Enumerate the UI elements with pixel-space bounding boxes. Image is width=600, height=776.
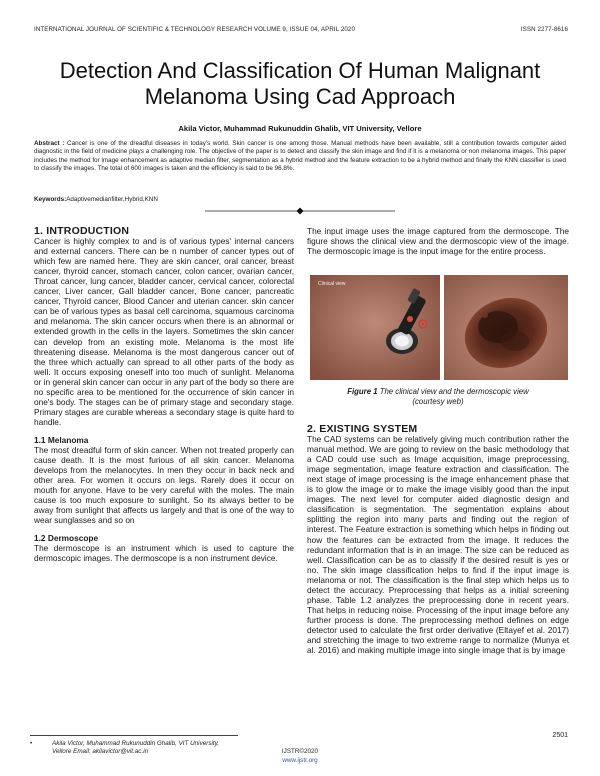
title-line-1: Detection And Classification Of Human Malignant (59, 58, 541, 83)
figure-1-image (310, 275, 568, 380)
existing-system-section (307, 424, 569, 655)
footnote-rule (30, 735, 238, 736)
diamond-icon (297, 208, 304, 215)
abstract-text: Cancer is one of the dreadful diseases in today's world. Skin cancer is one among those. Manual methods have been available, still a contribution towards computer aided diagnostic in the field of medicine plays a challenging role. The objective of the paper is to detect and classify the skin image and find if it is a melanoma or non melanoma images. This paper includes the method for image enhancement as adaptive median filter, segmentation as a hybrid method and the feature extraction to be a hybrid method and finally the KNN classifier is used to classify the images. The total of 600 images is taken and the efficiency is said to be 96.8%. (34, 140, 566, 172)
intro-heading: 1. INTRODUCTION (34, 225, 130, 237)
abstract (34, 140, 566, 173)
paper-title (30, 58, 570, 110)
figure-inset-label: Clinical view (318, 281, 346, 287)
existing-text: The CAD systems can be relatively giving much contribution rather the manual method. We are going to review on the basic methodology that a CAD could use such as Image acquisition, image preprocessing, image segmentation, image feature extraction and classification. The next stage of image processing is the image enhancement phase that is to glow the image or to make the image visibly good than the input images. The next level for computer aided diagnostic design and classification is segmentation. The segmentation explains about splitting the region into many parts and finding out the region of interest. The Feature extraction is something which helps in finding out how the features can be extracted from the image. It reduces the redundant information that is in an image. The size can be reduced as well. Classification can be as to classify if the desired result is yes or no. The skin image classification helps to find if the input image is melanoma or not. The classification is the final step which helps us to detect the accuracy. Preprocessing that helps as a initial screening phase. Table 1.2 analyzes the preprocessing done in recent years. That helps in reducing noise. Processing of the input image before any further process is done. The preprocessing method defines on edge detector used to calculate the first order derivative (Eltayef et al. 2017) and stretching the image to two extreme range to normalize (Munya et al. 2016) and making multiple image into single image that is by image (307, 434, 569, 656)
footnote-line-2: Vellore Email: akilavictor@vit.ac.in (52, 748, 149, 756)
issn: ISSN 2277-8616 (520, 26, 568, 33)
left-column (34, 226, 294, 564)
dermoscope-text: The dermoscope is an instrument which is used to capture the dermoscopic images. The dermoscope is a non instrument device. (34, 543, 294, 564)
title-line-2: Melanoma Using Cad Approach (144, 84, 456, 109)
input-image-text: The input image uses the image captured from the dermoscope. The figure shows the clinical view and the dermoscopic view of the image. The dermoscopic image is the input image for the entire process. (307, 226, 569, 257)
abstract-label: Abstract : (34, 140, 65, 147)
page-number: 2501 (552, 732, 568, 739)
authors: Akila Victor, Muhammad Rukunuddin Ghalib, VIT University, Vellore (178, 124, 422, 133)
journal-header: INTERNATIONAL JOURNAL OF SCIENTIFIC & TECHNOLOGY RESEARCH VOLUME 9, ISSUE 04, APRIL 2020 (34, 26, 356, 33)
footnote-line-1: Akila Victor, Muhammad Rukunuddin Ghalib, VIT University, (52, 740, 220, 747)
keywords-label: Keywords: (34, 196, 67, 203)
footnote-bullet: • (30, 740, 33, 747)
intro-text: Cancer is highly complex to and is of various types' internal cancers and external cancers. There can be n number of cancer types out of which few are named here. They are skin cancer, oral cancer, breast cancer, thyroid cancer, stomach cancer, colon cancer, ovarian cancer, Throat cancer, lung cancer, bladder cancer, cervical cancer, colorectal cancer, Liver cancer, Gall bladder cancer, Bone cancer, pancreatic cancer, Thyroid cancer, Blood Cancer and uterian cancer. skin cancer can be of various types as basal cell carcinoma, squamous carcinoma and melanoma. The skin cancer occurs when there is an abnormal or extended growth in the cells in the layers. Sometimes the skin cancer can develop from an existing mole. Melanoma is the most life threatening disease. Melanoma is the most dangerous cancer out of the three which actually can spread to all other parts of the body as well. It occurs exposing oneself into too much of sunlight. Melanoma or in general skin cancer can occur in any part of the body so there are no specific area to be mentioned for the occurrence of skin cancer in one's body. The stages can be of primary stage and secondary stage. Primary stages are curable whereas a secondary stage is quite hard to handle. (34, 236, 294, 427)
footer-copyright: IJSTR©2020 (281, 748, 319, 755)
melanoma-text: The most dreadful form of skin cancer. When not treated properly can cause death. It is the most furious of all skin cancer. Melanoma develops from the melanocytes. In men they occur in back neck and other area. For women it occurs on legs. Rarely does it occur on mouth for anyone. Have to be very careful with the moles. The main cause is too much exposure to sunlight. So its always better to be away from sunlight that affects us largely and that is one of the way to wear sunglasses and so on (34, 444, 294, 526)
dermoscope-heading: 1.2 Dermoscope (34, 533, 99, 544)
section-divider (205, 207, 395, 215)
figure-caption (307, 387, 569, 406)
figure-caption-line-2: (courtesy web) (412, 396, 464, 406)
melanoma-heading: 1.1 Melanoma (34, 434, 89, 445)
figure-1 (310, 275, 568, 380)
keywords (34, 196, 158, 203)
existing-heading: 2. EXISTING SYSTEM (307, 423, 418, 435)
figure-caption-text: The clinical view and the dermoscopic view (377, 387, 529, 396)
footer-url[interactable]: www.ijstr.org (282, 757, 318, 764)
keywords-text: Adaptivemedianfilter,Hybrid,KNN (66, 196, 158, 203)
figure-caption-label: Figure 1 (347, 387, 378, 396)
